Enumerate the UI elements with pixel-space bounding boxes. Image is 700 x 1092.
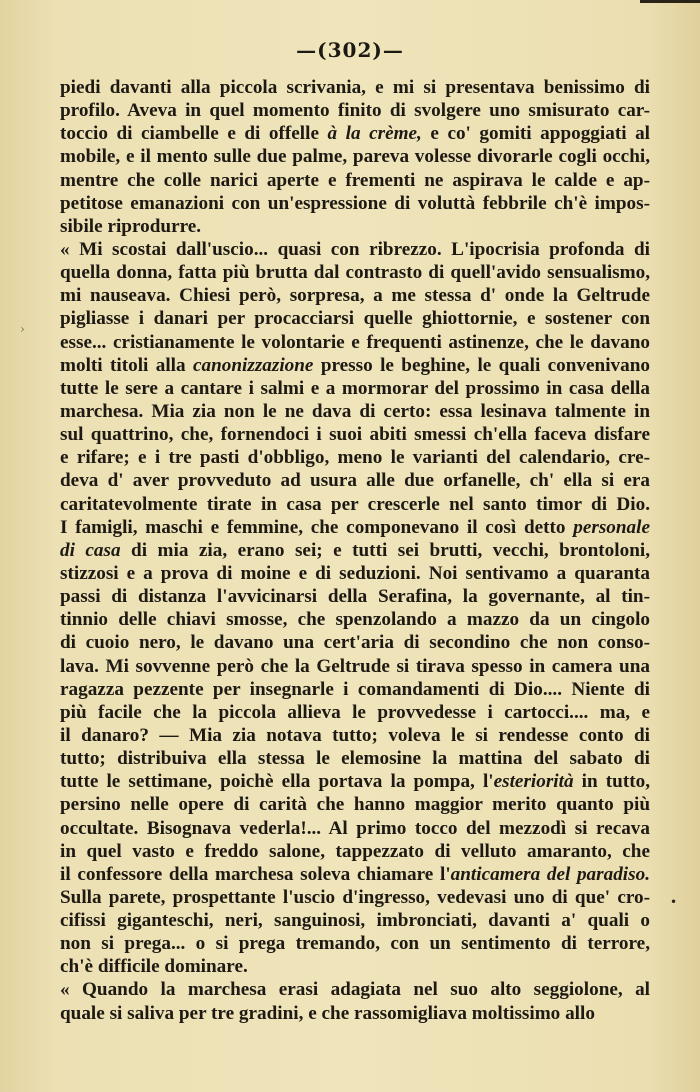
text-line: più facile che la piccola allieva le provvedesse i cartocci.... ma, e [60,701,650,723]
italic-phrase: anticamera del paradiso. [450,863,650,885]
text-line: di cuoio nero, le davano una cert'aria di secondino che non conso- [60,632,650,654]
text-line: deva d' aver provveduto ad usura alle due orfanelle, ch' ella si era [60,470,650,492]
text-line: occultate. Bisognava vederla!... Al primo tocco del mezzodì si recava [60,817,650,839]
text-line: mi nauseava. Chiesi però, sorpresa, a me stessa d' onde la Geltrude [60,285,650,307]
italic-phrase: canonizzazione [192,354,314,376]
text-line: passi di distanza l'avvicinarsi della Serafina, la governante, al tin- [60,586,650,608]
text-line: quella donna, fatta più brutta dal contrasto di quell'avido sensualismo, [60,262,650,284]
text-line: toccio di ciambelle e di offelle à la crème, e co' gomiti appoggiati al [60,123,650,145]
text-line: persino nelle opere di carità che hanno maggior merito quanto più [60,794,650,816]
italic-phrase: esteriorità [493,771,574,793]
text-line: in quel vasto e freddo salone, tappezzato di velluto amaranto, che [60,840,650,862]
text-line: piedi davanti alla piccola scrivania, e mi si presentava benissimo di [60,77,650,98]
text-line: ragazza pezzente per insegnarle i comandamenti di Dio.... Niente di [60,678,650,700]
text-line: marchesa. Mia zia non le ne dava di certo: essa lesinava talmente in [60,400,650,422]
text-line: tutto; distribuiva ella stessa le elemosine la mattina del sabato di [60,748,650,770]
text-line: I famigli, maschi e femmine, che componevano il così detto personale [60,516,650,538]
text-line: tinnio delle chiavi smosse, che spenzolando a mazzo da un cingolo [60,609,650,631]
text-line: e rifare; e i tre pasti d'obbligo, meno le varianti del calendario, cre- [60,447,650,469]
text-line: lava. Mi sovvenne però che la Geltrude si tirava spesso in camera una [60,655,650,677]
text-line: esse... cristianamente le volontarie e frequenti astinenze, che le davano [60,331,650,353]
text-line: sibile riprodurre. [60,215,202,237]
text-line: di casa di mia zia, erano sei; e tutti sei brutti, vecchi, brontoloni, [60,539,650,561]
page-edge-mark [640,0,700,3]
text-line: il danaro? — Mia zia notava tutto; voleva le si rendesse conto di [60,724,650,746]
right-margin-mark: • [670,895,678,909]
page-number: —(302)— [296,38,404,62]
italic-phrase: di casa [60,539,121,561]
text-line: Sulla parete, prospettante l'uscio d'ingresso, vedevasi uno di que' cro- [60,886,650,908]
left-margin-mark: › [20,322,25,336]
text-line: pigliasse i danari per procacciarsi quelle ghiottornie, e sostener con [60,308,650,330]
text-line: il confessore della marchesa soleva chiamare l'anticamera del paradiso. [60,863,650,885]
italic-phrase: à la crème, [327,123,422,145]
text-line: tutte le settimane, poichè ella portava la pompa, l'esteriorità in tutto, [60,771,651,793]
text-line: « Quando la marchesa erasi adagiata nel suo alto seggiolone, al [60,979,650,1001]
text-line: ch'è difficile dominare. [60,956,248,978]
text-line: sul quattrino, che, fornendoci i suoi abiti smessi ch'ella faceva disfare [60,424,650,446]
text-line: tutte le sere a cantare i salmi e a mormorar del prossimo in casa della [60,377,650,399]
text-line: mobile, e il mento sulle due palme, pareva volesse divorarle cogli occhi, [60,146,650,168]
text-line: molti titoli alla canonizzazione presso le beghine, le quali convenivano [60,354,650,376]
italic-phrase: personale [573,516,650,538]
text-line: « Mi scostai dall'uscio... quasi con ribrezzo. L'ipocrisia profonda di [60,238,650,260]
text-line: quale si saliva per tre gradini, e che rassomigliava moltissimo allo [60,1002,595,1024]
text-line: non si prega... o si prega tremando, con un sentimento di terrore, [60,933,650,955]
body-text [60,76,650,1025]
text-line: stizzosi e a prova di moine e di seduzioni. Noi sentivamo a quaranta [60,562,650,584]
text-line: petitose emanazioni con un'espressione di voluttà febbrile ch'è impos- [60,192,650,214]
text-line: cifissi giganteschi, neri, sanguinosi, imbronciati, davanti a' quali o [60,910,650,932]
text-line: caritatevolmente tirate in casa per crescerle nel santo timor di Dio. [60,493,650,515]
text-line: profilo. Aveva in quel momento finito di svolgere uno smisurato car- [60,100,650,122]
text-line: mentre che colle narici aperte e frementi ne aspirava le calde e ap- [60,169,650,191]
